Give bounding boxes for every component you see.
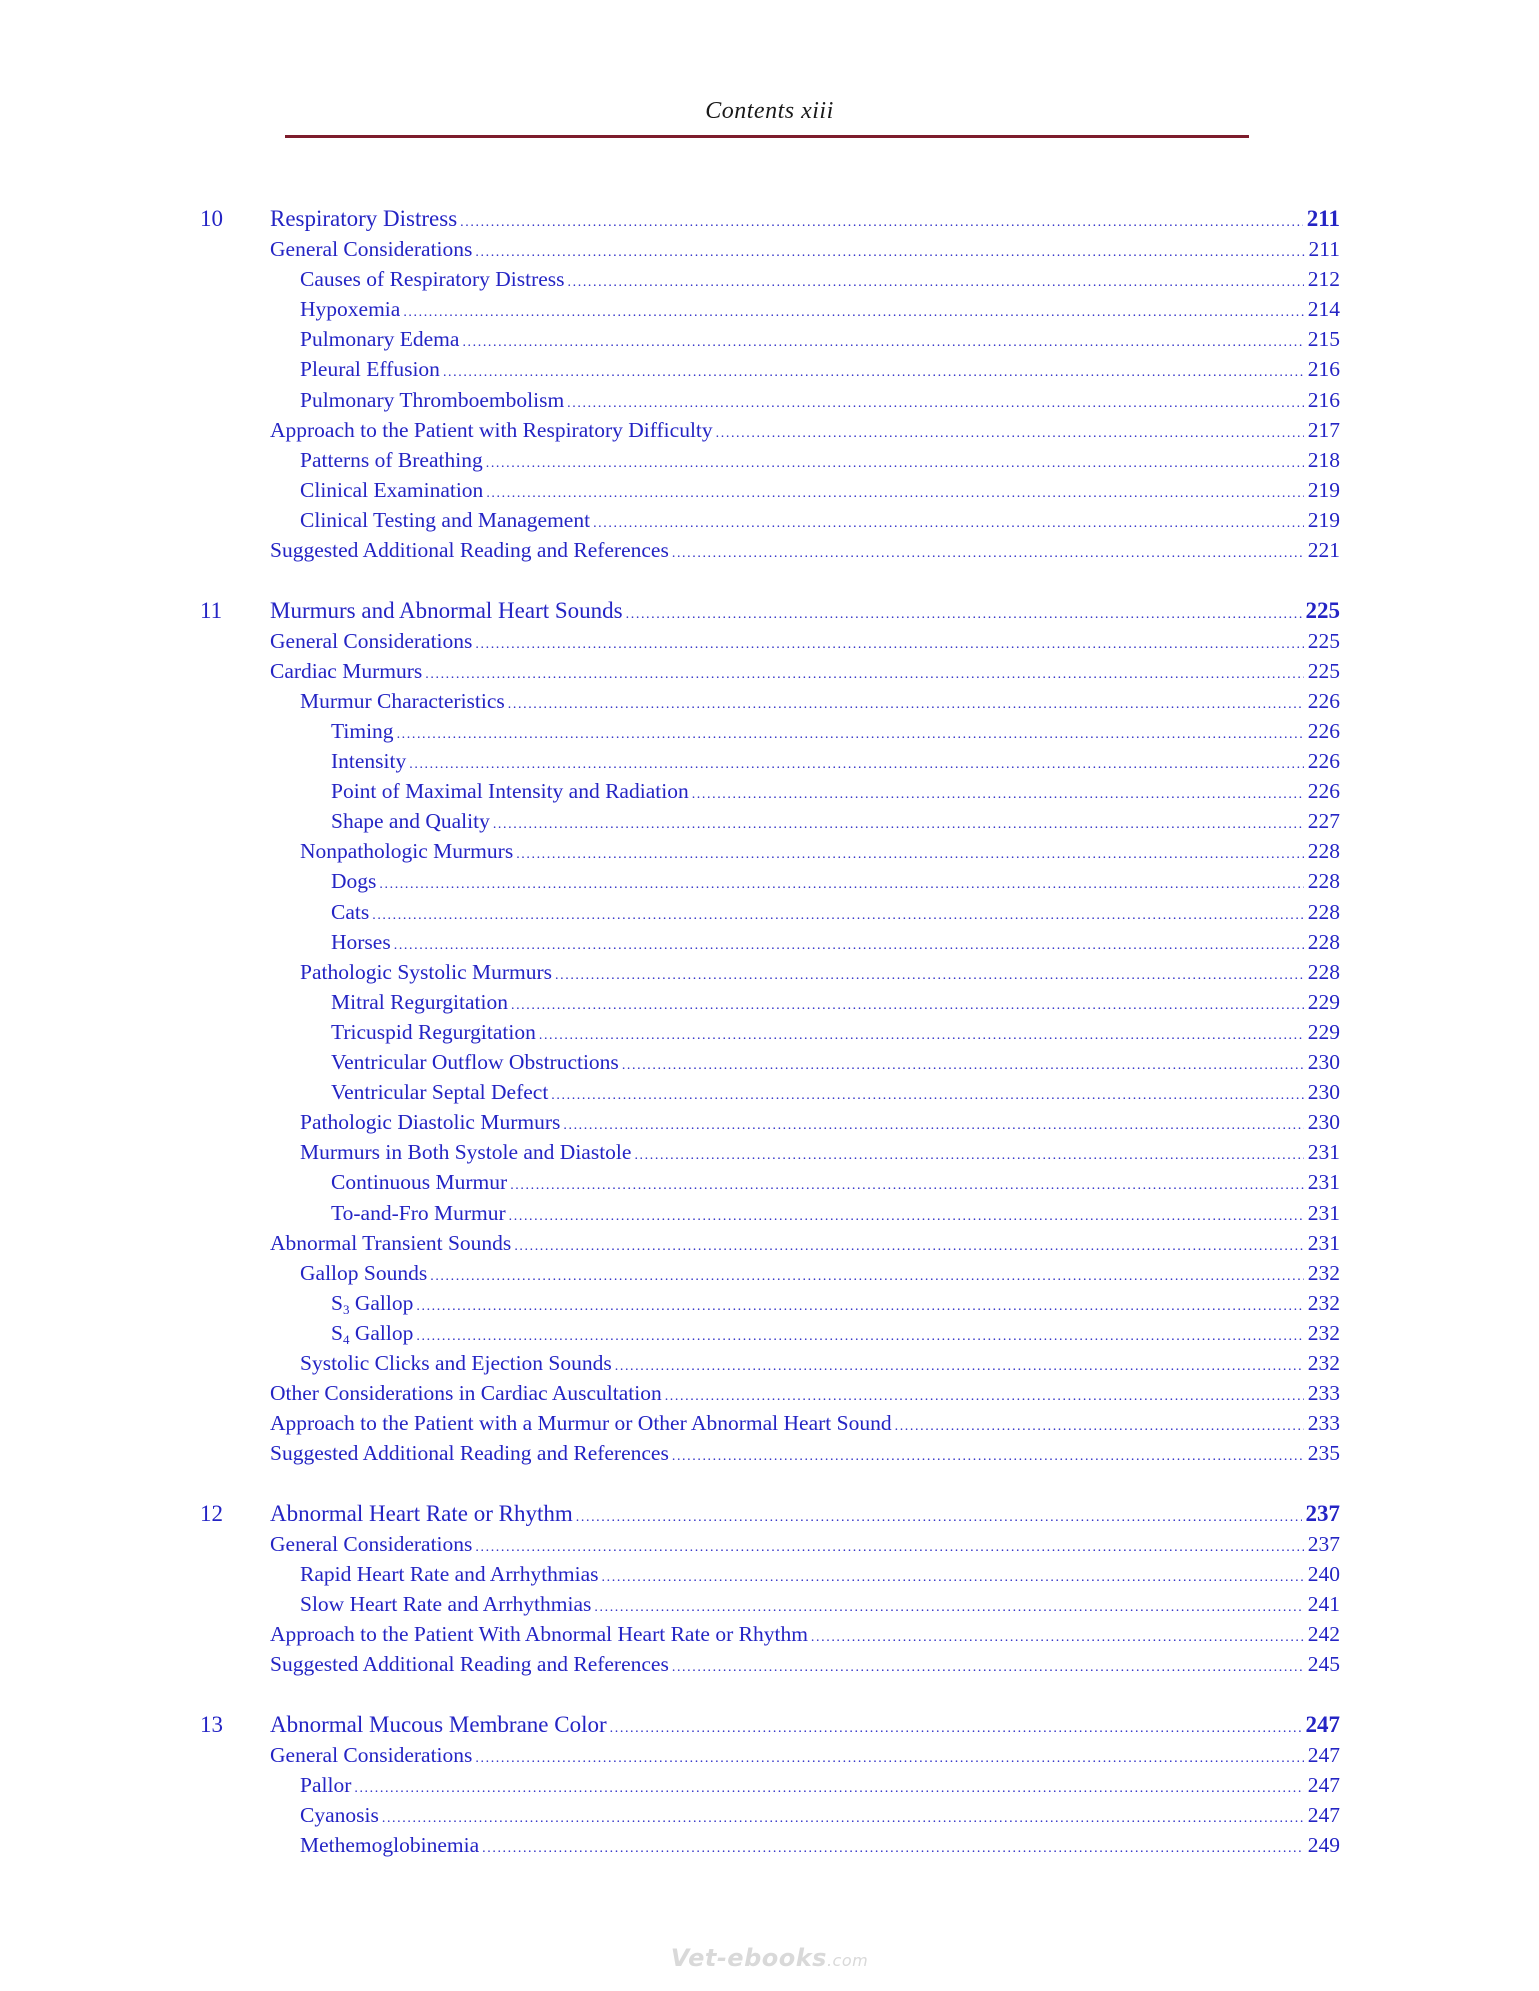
toc-link[interactable] xyxy=(270,1378,1340,1408)
page-number: 247 xyxy=(1304,1800,1340,1830)
toc-entry-row[interactable] xyxy=(200,1258,1340,1288)
dot-leader xyxy=(626,600,1302,626)
dot-leader xyxy=(379,870,1303,896)
page-number: 233 xyxy=(1304,1378,1340,1408)
page-number: 247 xyxy=(1304,1770,1340,1800)
page-number: 242 xyxy=(1304,1619,1340,1649)
dot-leader xyxy=(460,208,1303,234)
toc-entry-row[interactable] xyxy=(200,1408,1340,1438)
entry-title xyxy=(331,1318,416,1348)
entry-title: Other Considerations in Cardiac Auscultation xyxy=(270,1378,665,1408)
toc-entry-row[interactable] xyxy=(200,897,1340,927)
entry-title: Methemoglobinemia xyxy=(300,1830,482,1860)
toc-link[interactable] xyxy=(331,1318,1340,1348)
entry-title: Mitral Regurgitation xyxy=(331,987,511,1017)
toc-entry-row[interactable] xyxy=(200,1830,1340,1860)
toc-link[interactable] xyxy=(331,927,1340,957)
dot-leader xyxy=(508,690,1304,716)
page-number: 215 xyxy=(1304,324,1340,354)
dot-leader xyxy=(425,660,1303,686)
dot-leader xyxy=(509,1202,1304,1228)
dot-leader xyxy=(622,1051,1304,1077)
toc-entry-row[interactable] xyxy=(200,1619,1340,1649)
dot-leader xyxy=(895,1412,1304,1438)
dot-leader xyxy=(567,389,1304,415)
entry-title: Horses xyxy=(331,927,394,957)
page-number: 225 xyxy=(1302,596,1341,626)
watermark-suffix: .com xyxy=(826,1951,869,1970)
toc-entry-row[interactable] xyxy=(200,385,1340,415)
toc-entry-row[interactable] xyxy=(200,656,1340,686)
page-number: 211 xyxy=(1305,234,1340,264)
entry-title-subscript: 4 xyxy=(342,1331,350,1347)
dot-leader xyxy=(602,1563,1304,1589)
toc-link[interactable] xyxy=(300,957,1340,987)
chapter-number: 10 xyxy=(200,206,223,231)
dot-leader xyxy=(482,1834,1304,1860)
toc-entry-row[interactable] xyxy=(200,1770,1340,1800)
toc-link[interactable] xyxy=(300,1107,1340,1137)
page-number: 232 xyxy=(1304,1318,1340,1348)
entry-title: Pulmonary Edema xyxy=(300,324,462,354)
entry-title: Suggested Additional Reading and References xyxy=(270,535,672,565)
dot-leader xyxy=(615,1352,1304,1378)
entry-title: Approach to the Patient with Respiratory Difficulty xyxy=(270,415,716,445)
page-number: 233 xyxy=(1304,1408,1340,1438)
entry-title: Clinical Examination xyxy=(300,475,486,505)
entry-title: Cardiac Murmurs xyxy=(270,656,425,686)
entry-title: Abnormal Transient Sounds xyxy=(270,1228,514,1258)
page-number: 228 xyxy=(1304,897,1340,927)
toc-entry-row[interactable] xyxy=(200,1077,1340,1107)
page-number: 231 xyxy=(1304,1137,1340,1167)
toc-link[interactable] xyxy=(331,806,1340,836)
entry-title: Murmurs and Abnormal Heart Sounds xyxy=(270,596,626,626)
entry-title-rest: Gallop xyxy=(349,1290,414,1315)
toc-link[interactable] xyxy=(270,204,1340,234)
dot-leader xyxy=(430,1262,1304,1288)
toc-entry-row[interactable] xyxy=(200,294,1340,324)
toc-link[interactable] xyxy=(270,1529,1340,1559)
entry-title: Rapid Heart Rate and Arrhythmias xyxy=(300,1559,602,1589)
dot-leader xyxy=(672,1442,1304,1468)
page-number: 247 xyxy=(1304,1740,1340,1770)
entry-title: Suggested Additional Reading and References xyxy=(270,1438,672,1468)
dot-leader xyxy=(397,720,1304,746)
toc-chapter-row[interactable] xyxy=(200,204,1340,234)
entry-title: Systolic Clicks and Ejection Sounds xyxy=(300,1348,615,1378)
page-number: 228 xyxy=(1304,927,1340,957)
page-number: 231 xyxy=(1304,1228,1340,1258)
entry-title: Cats xyxy=(331,897,372,927)
page-number: 231 xyxy=(1304,1167,1340,1197)
entry-title: Abnormal Heart Rate or Rhythm xyxy=(270,1499,576,1529)
page-number: 230 xyxy=(1304,1077,1340,1107)
page-number: 230 xyxy=(1304,1107,1340,1137)
entry-title-subscript: 3 xyxy=(342,1301,350,1317)
toc-entry-row[interactable] xyxy=(200,1198,1340,1228)
toc-entry-row[interactable] xyxy=(200,746,1340,776)
page-number: 218 xyxy=(1304,445,1340,475)
page-number: 232 xyxy=(1304,1258,1340,1288)
toc-link[interactable] xyxy=(300,264,1340,294)
dot-leader xyxy=(475,1533,1303,1559)
toc-link[interactable] xyxy=(300,445,1340,475)
entry-title: Ventricular Outflow Obstructions xyxy=(331,1047,622,1077)
toc-entry-row[interactable] xyxy=(200,475,1340,505)
toc-link[interactable] xyxy=(270,1499,1340,1529)
toc-link[interactable] xyxy=(270,656,1340,686)
toc-entry-row[interactable] xyxy=(200,535,1340,565)
page-number: 226 xyxy=(1304,716,1340,746)
toc-chapter-row[interactable] xyxy=(200,596,1340,626)
entry-title: Continuous Murmur xyxy=(331,1167,510,1197)
toc-link[interactable] xyxy=(331,897,1340,927)
toc-entry-row[interactable] xyxy=(200,324,1340,354)
toc-link[interactable] xyxy=(300,385,1340,415)
dot-leader xyxy=(568,268,1304,294)
dot-leader xyxy=(610,1714,1302,1740)
page-number: 229 xyxy=(1304,1017,1340,1047)
toc-link[interactable] xyxy=(270,1710,1340,1740)
toc-link[interactable] xyxy=(300,475,1340,505)
toc-link[interactable] xyxy=(331,866,1340,896)
toc-link[interactable] xyxy=(331,716,1340,746)
entry-title: General Considerations xyxy=(270,626,475,656)
dot-leader xyxy=(811,1623,1304,1649)
chapter-number: 12 xyxy=(200,1500,223,1526)
page-number: 225 xyxy=(1304,626,1340,656)
toc-link[interactable] xyxy=(270,234,1340,264)
toc-link[interactable] xyxy=(300,1348,1340,1378)
toc-link[interactable] xyxy=(331,1047,1340,1077)
entry-title: Murmurs in Both Systole and Diastole xyxy=(300,1137,634,1167)
page-number: 221 xyxy=(1304,535,1340,565)
dot-leader xyxy=(409,750,1304,776)
entry-title: Ventricular Septal Defect xyxy=(331,1077,551,1107)
toc-link[interactable] xyxy=(300,324,1340,354)
dot-leader xyxy=(403,298,1303,324)
toc-entry-row[interactable] xyxy=(200,1288,1340,1318)
dot-leader xyxy=(539,1021,1304,1047)
dot-leader xyxy=(443,358,1304,384)
entry-title: Abnormal Mucous Membrane Color xyxy=(270,1710,610,1740)
page-number: 227 xyxy=(1304,806,1340,836)
toc-link[interactable] xyxy=(300,1137,1340,1167)
toc-link[interactable] xyxy=(270,1438,1340,1468)
entry-title: Hypoxemia xyxy=(300,294,403,324)
page-number: 216 xyxy=(1304,385,1340,415)
toc-entry-row[interactable] xyxy=(200,1800,1340,1830)
entry-title: To-and-Fro Murmur xyxy=(331,1198,509,1228)
toc-chapter-row[interactable] xyxy=(200,1499,1340,1529)
entry-title: Patterns of Breathing xyxy=(300,445,486,475)
entry-title: Intensity xyxy=(331,746,409,776)
dot-leader xyxy=(716,419,1304,445)
page-number: 212 xyxy=(1304,264,1340,294)
toc-entry-row[interactable] xyxy=(200,686,1340,716)
toc-entry-row[interactable] xyxy=(200,1167,1340,1197)
toc-link[interactable] xyxy=(300,505,1340,535)
toc-entry-row[interactable] xyxy=(200,776,1340,806)
toc-entry-row[interactable] xyxy=(200,354,1340,384)
toc-entry-row[interactable] xyxy=(200,1378,1340,1408)
toc-link[interactable] xyxy=(270,1649,1340,1679)
page-number: 211 xyxy=(1303,204,1340,234)
page-number: 229 xyxy=(1304,987,1340,1017)
toc-entry-row[interactable] xyxy=(200,1438,1340,1468)
dot-leader xyxy=(475,238,1304,264)
toc-link[interactable] xyxy=(300,1770,1340,1800)
page-number: 214 xyxy=(1304,294,1340,324)
watermark-text: Vet-ebooks xyxy=(670,1944,827,1972)
entry-title-prefix: S xyxy=(331,1320,343,1345)
entry-title: Gallop Sounds xyxy=(300,1258,430,1288)
entry-title: Dogs xyxy=(331,866,379,896)
toc-link[interactable] xyxy=(331,1198,1340,1228)
dot-leader xyxy=(510,1171,1304,1197)
toc-chapter-row[interactable] xyxy=(200,1710,1340,1740)
toc-entry-row[interactable] xyxy=(200,987,1340,1017)
entry-title: Pulmonary Thromboembolism xyxy=(300,385,567,415)
dot-leader xyxy=(514,1232,1303,1258)
entry-title: General Considerations xyxy=(270,1529,475,1559)
entry-title: Timing xyxy=(331,716,397,746)
page-number: 228 xyxy=(1304,836,1340,866)
page-number: 228 xyxy=(1304,866,1340,896)
toc-link[interactable] xyxy=(270,1740,1340,1770)
entry-title: General Considerations xyxy=(270,234,475,264)
entry-title: Shape and Quality xyxy=(331,806,493,836)
entry-title: Respiratory Distress xyxy=(270,204,460,234)
toc-link[interactable] xyxy=(270,535,1340,565)
toc-entry-row[interactable] xyxy=(200,836,1340,866)
toc-entry-row[interactable] xyxy=(200,716,1340,746)
entry-title: Pallor xyxy=(300,1770,354,1800)
page-number: 226 xyxy=(1304,686,1340,716)
page-number: 219 xyxy=(1304,505,1340,535)
toc-link[interactable] xyxy=(300,294,1340,324)
dot-leader xyxy=(475,1744,1303,1770)
toc-link[interactable] xyxy=(270,596,1340,626)
entry-title: Suggested Additional Reading and References xyxy=(270,1649,672,1679)
dot-leader xyxy=(634,1141,1303,1167)
dot-leader xyxy=(475,630,1303,656)
table-of-contents xyxy=(200,204,1340,1860)
toc-link[interactable] xyxy=(331,746,1340,776)
dot-leader xyxy=(692,780,1304,806)
toc-link[interactable] xyxy=(331,776,1340,806)
entry-title: Point of Maximal Intensity and Radiation xyxy=(331,776,692,806)
toc-entry-row[interactable] xyxy=(200,1740,1340,1770)
page-number: 232 xyxy=(1304,1288,1340,1318)
toc-link[interactable] xyxy=(270,415,1340,445)
toc-link[interactable] xyxy=(270,1228,1340,1258)
page-number: 247 xyxy=(1302,1710,1341,1740)
entry-title: Pathologic Systolic Murmurs xyxy=(300,957,555,987)
dot-leader xyxy=(555,961,1304,987)
toc-link[interactable] xyxy=(270,626,1340,656)
toc-link[interactable] xyxy=(300,836,1340,866)
running-head: Contents xiii xyxy=(705,98,834,124)
dot-leader xyxy=(672,539,1304,565)
toc-entry-row[interactable] xyxy=(200,1348,1340,1378)
dot-leader xyxy=(493,810,1304,836)
toc-entry-row[interactable] xyxy=(200,626,1340,656)
page-number: 237 xyxy=(1304,1529,1340,1559)
page-number: 228 xyxy=(1304,957,1340,987)
entry-title: General Considerations xyxy=(270,1740,475,1770)
entry-title: Murmur Characteristics xyxy=(300,686,508,716)
toc-entry-row[interactable] xyxy=(200,806,1340,836)
toc-link[interactable] xyxy=(300,1800,1340,1830)
toc-link[interactable] xyxy=(331,1077,1340,1107)
page-number: 219 xyxy=(1304,475,1340,505)
dot-leader xyxy=(416,1292,1303,1318)
toc-link[interactable] xyxy=(300,1559,1340,1589)
entry-title: Causes of Respiratory Distress xyxy=(300,264,568,294)
toc-link[interactable] xyxy=(331,1288,1340,1318)
toc-entry-row[interactable] xyxy=(200,1589,1340,1619)
toc-link[interactable] xyxy=(331,1017,1340,1047)
toc-entry-row[interactable] xyxy=(200,1529,1340,1559)
dot-leader xyxy=(382,1804,1304,1830)
toc-entry-row[interactable] xyxy=(200,957,1340,987)
dot-leader xyxy=(563,1111,1303,1137)
toc-entry-row[interactable] xyxy=(200,415,1340,445)
dot-leader xyxy=(372,901,1304,927)
page-number: 231 xyxy=(1304,1198,1340,1228)
dot-leader xyxy=(486,479,1303,505)
toc-entry-row[interactable] xyxy=(200,1107,1340,1137)
dot-leader xyxy=(511,991,1304,1017)
toc-entry-row[interactable] xyxy=(200,1649,1340,1679)
page-number: 230 xyxy=(1304,1047,1340,1077)
toc-entry-row[interactable] xyxy=(200,1017,1340,1047)
dot-leader xyxy=(594,1593,1303,1619)
toc-link[interactable] xyxy=(300,1830,1340,1860)
entry-title: Pathologic Diastolic Murmurs xyxy=(300,1107,563,1137)
toc-entry-row[interactable] xyxy=(200,234,1340,264)
page-number: 217 xyxy=(1304,415,1340,445)
page-number: 216 xyxy=(1304,354,1340,384)
toc-link[interactable] xyxy=(300,686,1340,716)
page-number: 235 xyxy=(1304,1438,1340,1468)
toc-link[interactable] xyxy=(270,1619,1340,1649)
entry-title: Approach to the Patient with a Murmur or Other Abnormal Heart Sound xyxy=(270,1408,895,1438)
toc-entry-row[interactable] xyxy=(200,1137,1340,1167)
dot-leader xyxy=(665,1382,1304,1408)
entry-title-prefix: S xyxy=(331,1290,343,1315)
dot-leader xyxy=(516,840,1304,866)
chapter-number: 13 xyxy=(200,1711,223,1737)
toc-link[interactable] xyxy=(300,354,1340,384)
toc-entry-row[interactable] xyxy=(200,927,1340,957)
watermark xyxy=(0,1944,1539,1972)
entry-title xyxy=(331,1288,416,1318)
entry-title: Cyanosis xyxy=(300,1800,382,1830)
toc-entry-row[interactable] xyxy=(200,1559,1340,1589)
entry-title: Slow Heart Rate and Arrhythmias xyxy=(300,1589,594,1619)
dot-leader xyxy=(593,509,1304,535)
dot-leader xyxy=(416,1322,1303,1348)
entry-title-rest: Gallop xyxy=(349,1320,414,1345)
entry-title: Tricuspid Regurgitation xyxy=(331,1017,539,1047)
page-number: 226 xyxy=(1304,746,1340,776)
toc-link[interactable] xyxy=(300,1258,1340,1288)
toc-link[interactable] xyxy=(270,1408,1340,1438)
dot-leader xyxy=(354,1774,1303,1800)
entry-title: Clinical Testing and Management xyxy=(300,505,593,535)
toc-entry-row[interactable] xyxy=(200,505,1340,535)
toc-link[interactable] xyxy=(331,987,1340,1017)
entry-title: Approach to the Patient With Abnormal Heart Rate or Rhythm xyxy=(270,1619,811,1649)
dot-leader xyxy=(394,931,1304,957)
page-number: 226 xyxy=(1304,776,1340,806)
toc-link[interactable] xyxy=(300,1589,1340,1619)
dot-leader xyxy=(672,1653,1304,1679)
toc-entry-row[interactable] xyxy=(200,1228,1340,1258)
dot-leader xyxy=(486,449,1304,475)
page-number: 225 xyxy=(1304,656,1340,686)
page-number: 241 xyxy=(1304,1589,1340,1619)
dot-leader xyxy=(551,1081,1303,1107)
entry-title: Pleural Effusion xyxy=(300,354,443,384)
toc-entry-row[interactable] xyxy=(200,866,1340,896)
entry-title: Nonpathologic Murmurs xyxy=(300,836,516,866)
toc-entry-row[interactable] xyxy=(200,264,1340,294)
dot-leader xyxy=(576,1503,1302,1529)
chapter-number: 11 xyxy=(200,597,223,623)
toc-entry-row[interactable] xyxy=(200,1047,1340,1077)
page-number: 240 xyxy=(1304,1559,1340,1589)
toc-entry-row[interactable] xyxy=(200,1318,1340,1348)
dot-leader xyxy=(462,328,1303,354)
toc-entry-row[interactable] xyxy=(200,445,1340,475)
header-rule xyxy=(285,135,1249,138)
toc-link[interactable] xyxy=(331,1167,1340,1197)
page-number: 237 xyxy=(1302,1499,1341,1529)
page-number: 232 xyxy=(1304,1348,1340,1378)
page-number: 249 xyxy=(1304,1830,1340,1860)
page-number: 245 xyxy=(1304,1649,1340,1679)
